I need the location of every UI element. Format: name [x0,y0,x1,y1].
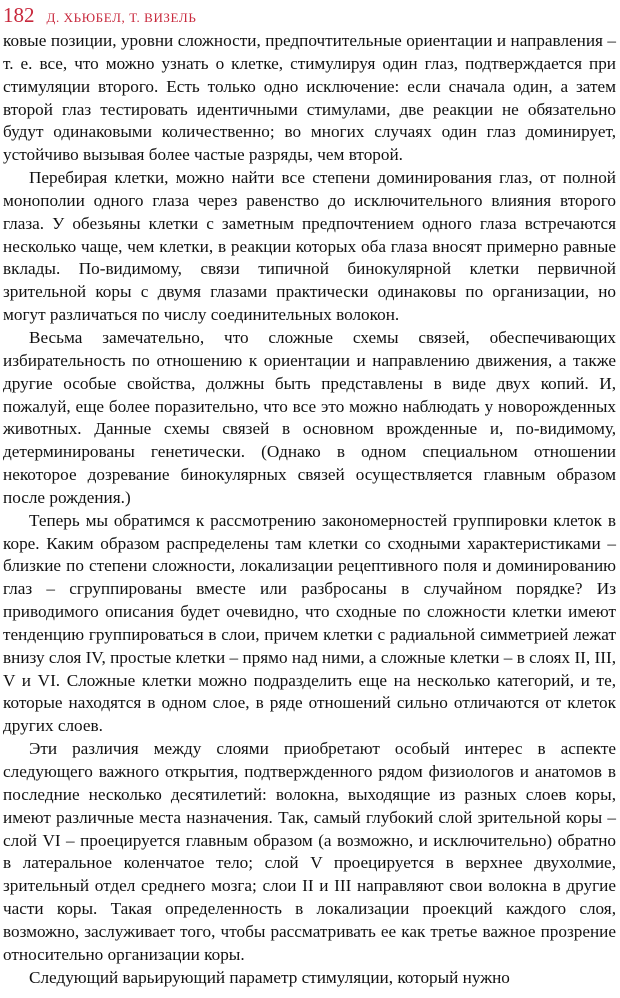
body-text [3,30,616,989]
running-head [3,0,616,30]
paragraph-continued: ковые позиции, уровни сложности, предпочтительные ориентации и направления – т. е. все, что можно узнать о клетке, стимулируя один глаз, подтверждается при стимуляции второго. Есть только одно исключение: если сначала один, а затем второй глаз тестировать идентичными стимулами, две реакции не обязательно будут одинаковыми количественно; во многих случаях один глаз доминирует, устойчиво вызывая более частые разряды, чем второй. [3,31,616,165]
paragraph: Перебирая клетки, можно найти все степени доминирования глаз, от полной монополии одного глаза через равенство до исключительного влияния второго глаза. У обезьяны клетки с заметным предпочтением одного глаза встречаются несколько чаще, чем клетки, в реакции которых оба глаза вносят примерно равные вклады. По-видимому, связи типичной бинокулярной клетки первичной зрительной коры с двумя глазами практически одинаковы по организации, но могут различаться по числу соединительных волокон. [3,168,616,325]
paragraph: Весьма замечательно, что сложные схемы связей, обеспечивающих избирательность по отношению к ориентации и направлению движения, а также другие особые свойства, должны быть представлены в виде двух копий. И, пожалуй, еще более поразительно, что все это можно наблюдать у новорожденных животных. Данные схемы связей в основном врожденные и, по-видимому, детерминированы генетически. (Однако в одном специальном отношении некоторое дозревание бинокулярных связей осуществляется главным образом после рождения.) [3,327,616,507]
page-number: 182 [3,3,35,27]
paragraph: Эти различия между слоями приобретают особый интерес в аспекте следующего важного открытия, подтвержденного рядом физиологов и анатомов в последние несколько десятилетий: волокна, выходящие из разных слоев коры, имеют различные места назначения. Так, самый глубокий слой зрительной коры – слой VI – проецируется главным образом (а возможно, и исключительно) обратно в латеральное коленчатое тело; слой V проецируется в верхнее двухолмие, зрительный отдел среднего мозга; слои II и III направляют свои волокна в другие части коры. Такая определенность в локализации проекций каждого слоя, возможно, заслуживает того, чтобы рассматривать ее как третье важное прозрение относительно организации коры. [3,739,616,964]
paragraph: Следующий варьирующий параметр стимуляции, который нужно [29,967,510,987]
paragraph: Теперь мы обратимся к рассмотрению закономерностей группировки клеток в коре. Каким образом распределены там клетки со сходными характеристиками – близкие по степени сложности, локализации рецептивного поля и доминированию глаз – сгруппированы вместе или разбросаны в случайном порядке? Из приводимого описания будет очевидно, что сходные по сложности клетки имеют тенденцию группироваться в слои, причем клетки с радиальной симметрией лежат внизу слоя IV, простые клетки – прямо над ними, а сложные клетки – в слоях II, III, V и VI. Сложные клетки можно подразделить еще на несколько категорий, и те, которые находятся в одном слое, в ряде отношений сильно отличаются от клеток других слоев. [3,510,616,736]
header-authors: Д. ХЬЮБЕЛ, Т. ВИЗЕЛЬ [46,10,197,25]
